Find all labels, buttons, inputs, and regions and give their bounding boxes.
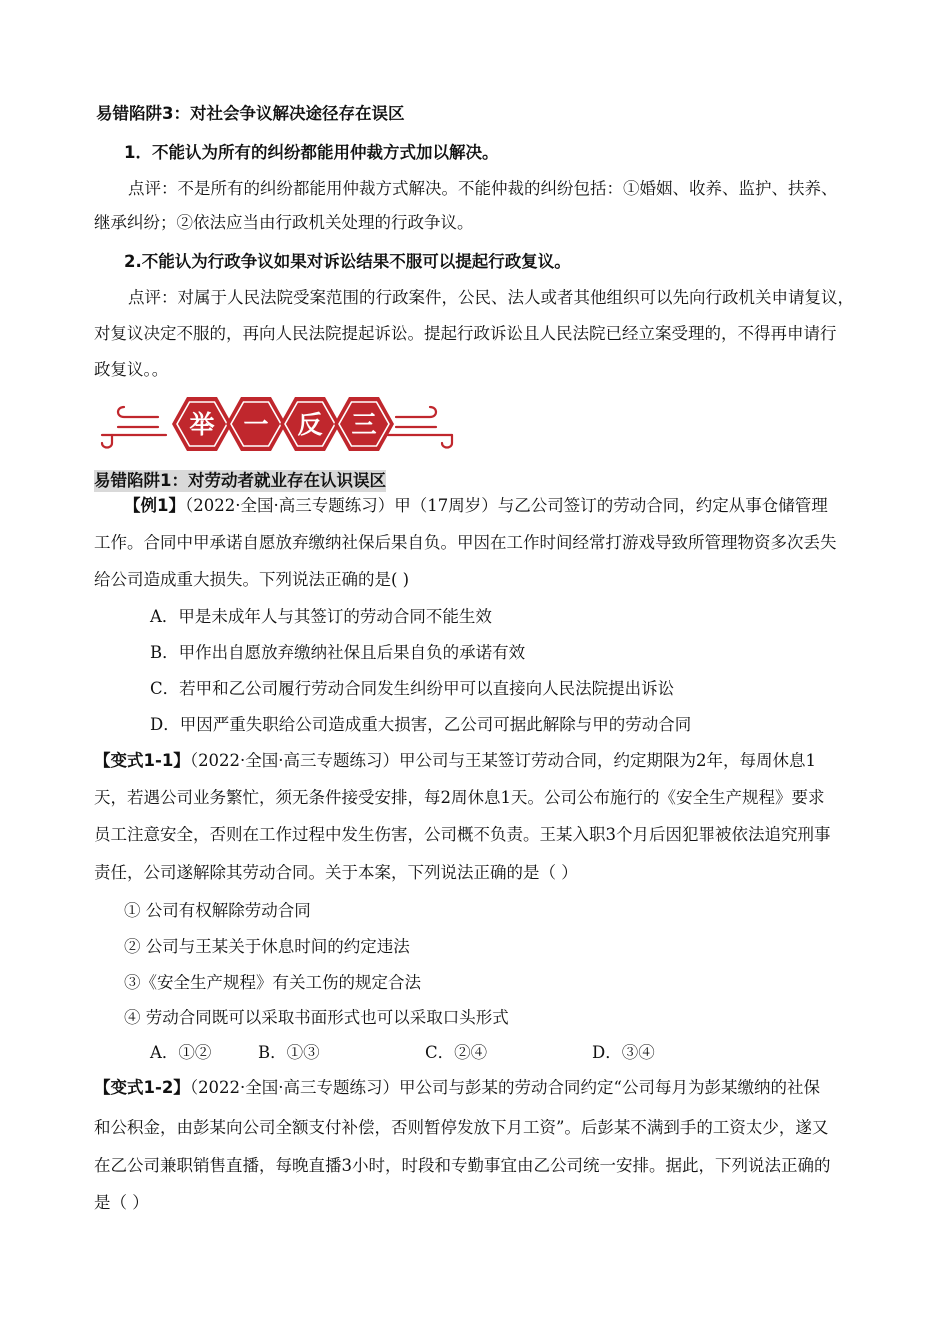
variant11-option-a: A．①② [150,1043,212,1062]
example1-text1: （2022·全国·高三专题练习）甲（17周岁）与乙公司签订的劳动合同，约定从事仓储管理 [184,496,828,515]
example1-option-d: D．甲因严重失职给公司造成重大损害，乙公司可据此解除与甲的劳动合同 [150,715,692,734]
banner-char: 反 [297,410,323,439]
variant11-statement4: ④ 劳动合同既可以采取书面形式也可以采取口头形式 [124,1008,509,1027]
variant11-text1: （2022·全国·高三专题练习）甲公司与王某签订劳动合同，约定期限为2年，每周休息1 [189,751,817,770]
trap3-point2-title: 2.不能认为行政争议如果对诉讼结果不服可以提起行政复议。 [124,252,571,271]
banner-char: 三 [351,410,377,439]
variant11-statement2: ② 公司与王某关于休息时间的约定违法 [124,937,410,956]
example1-option-a: A．甲是未成年人与其签订的劳动合同不能生效 [150,607,492,626]
example1-option-b: B．甲作出自愿放弃缴纳社保且后果自负的承诺有效 [150,643,526,662]
variant12-line3: 在乙公司兼职销售直播，每晚直播3小时，时段和专勤事宜由乙公司统一安排。据此，下列说法正确的 [94,1156,831,1175]
example1-line3: 给公司造成重大损失。下列说法正确的是( ) [94,570,410,589]
variant12-line4: 是（ ） [94,1193,149,1212]
variant12-line1 [94,1077,820,1099]
example1-label: 【例1】 [124,496,185,515]
left-cloud-ornament [102,407,166,448]
variant11-line2: 天，若遇公司业务繁忙，须无条件接受安排，每2周休息1天。公司公布施行的《安全生产规程》要求 [94,788,825,807]
variant11-label: 【变式1-1】 [94,751,190,770]
trap1-title-text: 易错陷阱1：对劳动者就业存在认识误区 [94,471,386,490]
trap3-point2-comment-line2: 对复议决定不服的，再向人民法院提起诉讼。提起行政诉讼且人民法院已经立案受理的，不得再申请行 [94,324,837,343]
variant11-statement1: ① 公司有权解除劳动合同 [124,901,311,920]
trap3-point1-comment-line1: 点评：不是所有的纠纷都能用仲裁方式解决。不能仲裁的纠纷包括：①婚姻、收养、监护、扶养、 [128,179,838,198]
banner-char: 一 [243,410,269,439]
variant11-line3: 员工注意安全，否则在工作过程中发生伤害，公司概不负责。王某入职3个月后因犯罪被依法追究刑事 [94,825,831,844]
example1-line2: 工作。合同中甲承诺自愿放弃缴纳社保后果自负。甲因在工作时间经常打游戏导致所管理物资多次丢失 [94,533,837,552]
variant11-option-d: D．③④ [592,1043,655,1062]
example1-line1 [124,495,828,517]
banner-char: 举 [189,410,215,439]
right-cloud-ornament [388,407,452,448]
variant11-option-c: C．②④ [425,1043,488,1062]
variant11-line1 [94,750,816,772]
variant11-statement3: ③《安全生产规程》有关工伤的规定合法 [124,973,421,992]
variant11-line4: 责任，公司遂解除其劳动合同。关于本案，下列说法正确的是（ ） [94,863,578,882]
variant12-line2: 和公积金，由彭某向公司全额支付补偿，否则暂停发放下月工资”。后彭某不满到手的工资太少，遂又 [94,1118,829,1137]
variant12-label: 【变式1-2】 [94,1078,190,1097]
variant11-option-b: B．①③ [258,1043,320,1062]
trap3-point1-comment-line2: 继承纠纷；②依法应当由行政机关处理的行政争议。 [94,213,474,232]
ju-yi-fan-san-banner [96,393,458,455]
trap3-title: 易错陷阱3：对社会争议解决途径存在误区 [96,104,405,123]
example1-option-c: C．若甲和乙公司履行劳动合同发生纠纷甲可以直接向人民法院提出诉讼 [150,679,675,698]
variant12-text1: （2022·全国·高三专题练习）甲公司与彭某的劳动合同约定“公司每月为彭某缴纳的社保 [189,1078,820,1097]
trap1-title [94,470,386,492]
trap3-point1-title: 1．不能认为所有的纠纷都能用仲裁方式加以解决。 [124,143,499,162]
trap3-point2-comment-line3: 政复议。。 [94,360,169,379]
trap3-point2-comment-line1: 点评：对属于人民法院受案范围的行政案件，公民、法人或者其他组织可以先向行政机关申请复议， [128,288,854,307]
